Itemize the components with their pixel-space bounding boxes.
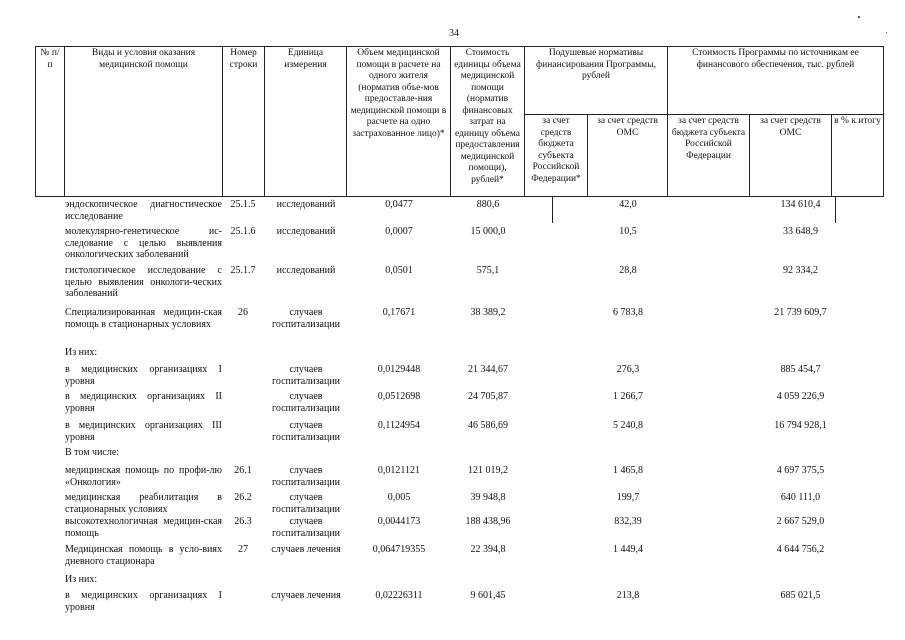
header-types: Виды и условия оказания медицинской помощи xyxy=(65,47,223,197)
header-unit: Единица измерения xyxy=(265,47,347,197)
header-volume: Объем медицинской помощи в расчете на одного жителя (норматив объе-мов предоставле-ния медицинской помощи в расчете на одно застрахованное лицо)* xyxy=(347,47,451,197)
header-prog-budget: за счет средств бюджета субъекта Российской Федерации xyxy=(668,115,750,197)
column-divider xyxy=(552,197,553,223)
header-line: Номер строки xyxy=(223,47,265,197)
page-number: 34 xyxy=(449,28,459,39)
header-oms: за счет средств ОМС xyxy=(588,115,668,197)
header-percent: в % к итогу xyxy=(832,115,884,197)
header-per-capita: Подушевые нормативы финансирования Программы, рублей xyxy=(525,47,668,115)
table-header xyxy=(35,46,884,197)
header-cost: Стоимость единицы объема медицинской помощи (норматив финансовых затрат на единицу объема предоставления медицинской помощи), рублей* xyxy=(451,47,525,197)
table-body: эндоскопическое диагностическое исследование 25.1.5 исследований 0,0477 880,6 42,0 134 610,4 молекулярно-генетическое ис-следование с целью выявления онкологических заболеваний 25.1.6 исследований 0,0007 15 000,0 10,5 33 648,9 гистологическое исследование с целью выявления онкологи-ческих заболеваний 25.1.7 исследований 0,0501 575,1 28,8 92 334,2 Специализированная медицин-ская помощь в стационарных условиях 26 случаев госпитализации 0,17671 38 389,2 6 783,8 21 739 609,7 Из них: в медицинских организациях I уровня случаев госпитализации 0,0129448 21 344,67 276,3 885 454,7 в медицинских организациях II уровня случаев госпитализации 0,0512698 24 705,87 1 266,7 4 059 226,9 в медицинских организациях III уровня случаев госпитализации 0,1124954 46 586,69 5 240,8 16 794 928,1 В том числе: медицинская помощь по профи-лю «Онкология» 26.1 случаев госпитализации 0,0121121 121 019,2 1 465,8 4 697 375,5 медицинская реабилитация в стационарных условиях 26.2 случаев госпитализации 0,005 39 948,8 199,7 640 111,0 высокотехнологичная медицин-ская помощь 26.3 случаев госпитализации 0,0044173 188 438,96 832,39 2 667 529,0 Медицинская помощь в усло-виях дневного стационара 27 случаев лечения 0,064719355 22 394,8 1 449,4 4 644 756,2 Из них: в медицинских организациях I уровня случаев лечения 0,02226311 9 601,45 213,8 685 021,5 xyxy=(35,197,885,640)
header-program: Стоимость Программы по источникам ее финансового обеспечения, тыс. рублей xyxy=(668,47,884,115)
header-num: № п/п xyxy=(36,47,65,197)
scan-speck xyxy=(858,16,860,18)
header-budget: за счет средств бюджета субъекта Российской Федерации* xyxy=(525,115,588,197)
scan-speck xyxy=(886,32,887,33)
header-prog-oms: за счет средств ОМС xyxy=(750,115,832,197)
